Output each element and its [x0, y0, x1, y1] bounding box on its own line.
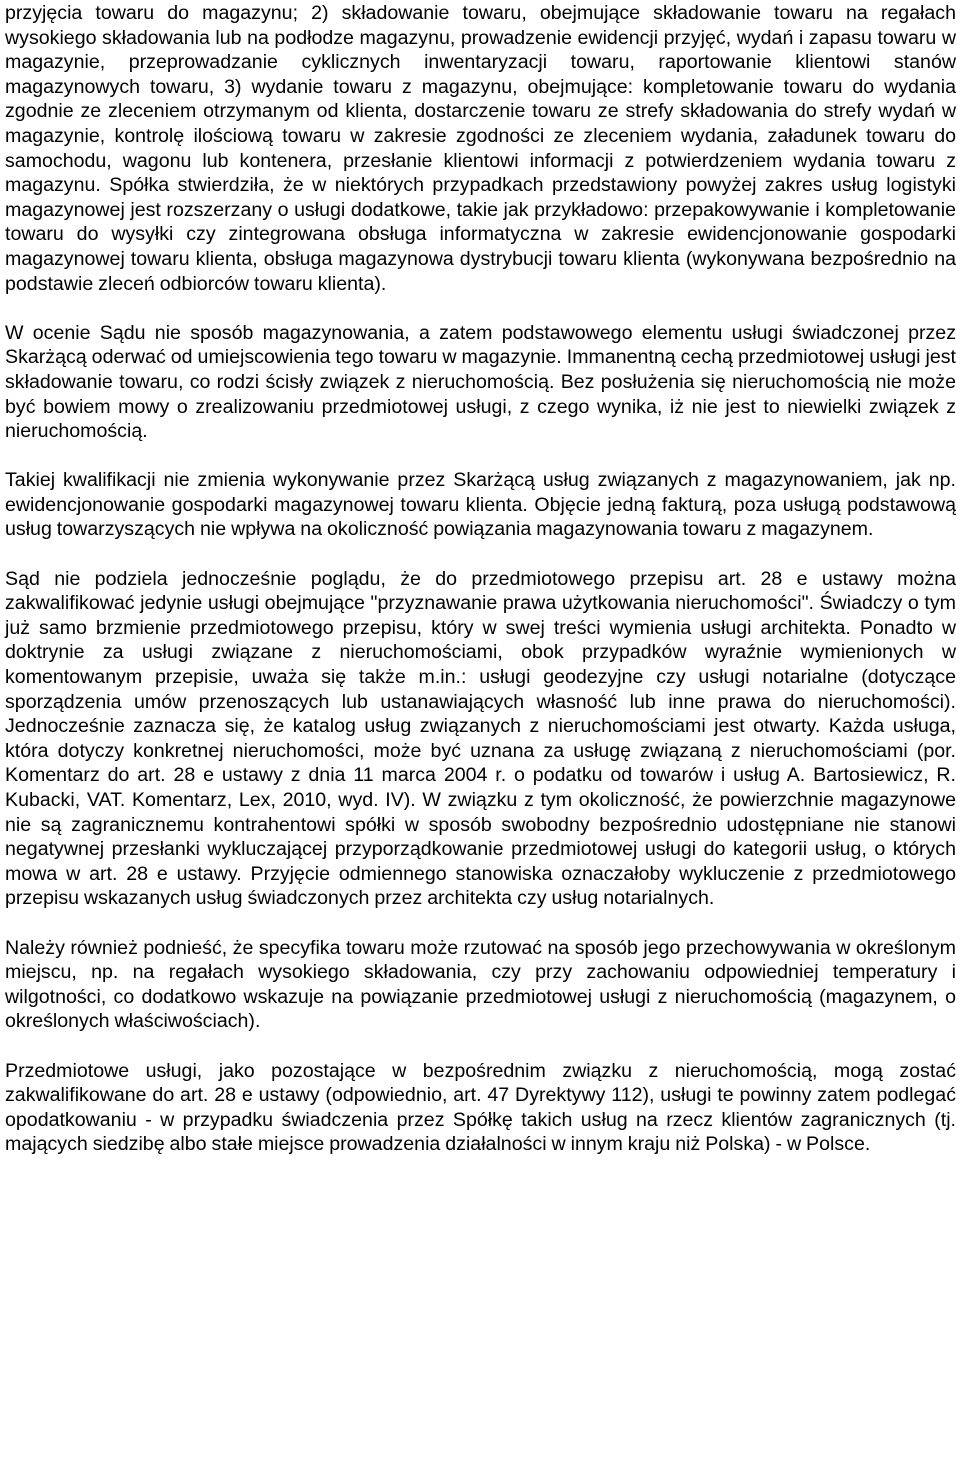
paragraph-article-28e: Sąd nie podziela jednocześnie poglądu, że do przedmiotowego przepisu art. 28 e ustawy można zakwalifikować jedynie usługi obejmujące "przyznawanie prawa użytkowania nieruchomości". Świadczy o tym już samo brzmienie przedmiotowego przepisu, który w swej treści wymienia usługi architekta. Ponadto w doktrynie za usługi związane z nieruchomościami, obok przypadków wyraźnie wymienionych w komentowanym przepisie, uważa się także m.in.: usługi geodezyjne czy usługi notarialne (dotyczące sporządzenia umów przenoszących lub ustanawiających własność lub inne prawa do nieruchomości). Jednocześnie zaznacza się, że katalog usług związanych z nieruchomościami jest otwarty. Każda usługa, która dotyczy konkretnej nieruchomości, może być uznana za usługę związaną z nieruchomościami (por. Komentarz do art. 28 e ustawy z dnia 11 marca 2004 r. o podatku od towarów i usług A. Bartosiewicz, R. Kubacki, VAT. Komentarz, Lex, 2010, wyd. IV). W związku z tym okoliczność, że powierzchnie magazynowe nie są zagranicznemu kontrahentowi spółki w sposób swobodny bezpośrednio udostępniane nie stanowi negatywnej przesłanki wykluczającej przyporządkowanie przedmiotowej usługi do kategorii usług, o których mowa w art. 28 e ustawy. Przyjęcie odmiennego stanowiska oznaczałoby wykluczenie z przedmiotowego przepisu wskazanych usług świadczonych przez architekta czy usług notarialnych.	[5, 567, 956, 910]
paragraph-qualification: Takiej kwalifikacji nie zmienia wykonywanie przez Skarżącą usług związanych z magazynowaniem, jak np. ewidencjonowanie gospodarki magazynowej towaru klienta. Objęcie jedną fakturą, poza usługą podstawową usług towarzyszących nie wpływa na okoliczność powiązania magazynowania towaru z magazynem.	[5, 469, 956, 541]
paragraph-goods-specifics: Należy również podnieść, że specyfika towaru może rzutować na sposób jego przechowywania w określonym miejscu, np. na regałach wysokiego składowania, czy przy zachowaniu odpowiedniej temperatury i wilgotności, co dodatkowo wskazuje na powiązanie przedmiotowej usługi z nieruchomością (magazynem, o określonych właściwościach).	[5, 936, 956, 1033]
paragraph-gap	[5, 296, 956, 321]
paragraph-conclusion: Przedmiotowe usługi, jako pozostające w bezpośrednim związku z nieruchomością, mogą zostać zakwalifikowane do art. 28 e ustawy (odpowiednio, art. 47 Dyrektywy 112), usługi te powinny zatem podlegać opodatkowaniu - w przypadku świadczenia przez Spółkę takich usług na rzecz klientów zagranicznych (tj. mających siedzibę albo stałe miejsce prowadzenia działalności w innym kraju niż Polska) - w Polsce.	[5, 1059, 956, 1156]
paragraph-gap	[5, 911, 956, 936]
paragraph-gap	[5, 1034, 956, 1059]
document-page	[5, 1, 956, 1157]
paragraph-gap	[5, 542, 956, 567]
paragraph-court-opinion: W ocenie Sądu nie sposób magazynowania, a zatem podstawowego elementu usługi świadczonej przez Skarżącą oderwać od umiejscowienia tego towaru w magazynie. Immanentną cechą przedmiotowej usługi jest składowanie towaru, co rodzi ścisły związek z nieruchomością. Bez posłużenia się nieruchomością nie może być bowiem mowy o zrealizowaniu przedmiotowej usługi, z czego wynika, iż nie jest to niewielki związek z nieruchomością.	[5, 321, 956, 443]
paragraph-warehouse-services: przyjęcia towaru do magazynu; 2) składowanie towaru, obejmujące składowanie towaru na regałach wysokiego składowania lub na podłodze magazynu, prowadzenie ewidencji przyjęć, wydań i zapasu towaru w magazynie, przeprowadzanie cyklicznych inwentaryzacji towaru, raportowanie klientowi stanów magazynowych towaru, 3) wydanie towaru z magazynu, obejmujące: kompletowanie towaru do wydania zgodnie ze zleceniem otrzymanym od klienta, dostarczenie towaru ze strefy składowania do strefy wydań w magazynie, kontrolę ilościową towaru w zakresie zgodności ze zleceniem wydania, załadunek towaru do samochodu, wagonu lub kontenera, przesłanie klientowi informacji z potwierdzeniem wydania towaru z magazynu. Spółka stwierdziła, że w niektórych przypadkach przedstawiony powyżej zakres usług logistyki magazynowej jest rozszerzany o usługi dodatkowe, takie jak przykładowo: przepakowywanie i kompletowanie towaru do wysyłki czy zintegrowana obsługa informatyczna w zakresie ewidencjonowanie gospodarki magazynowej towaru klienta, obsługa magazynowa dystrybucji towaru klienta (wykonywana bezpośrednio na podstawie zleceń odbiorców towaru klienta).	[5, 2, 956, 295]
paragraph-gap	[5, 444, 956, 469]
